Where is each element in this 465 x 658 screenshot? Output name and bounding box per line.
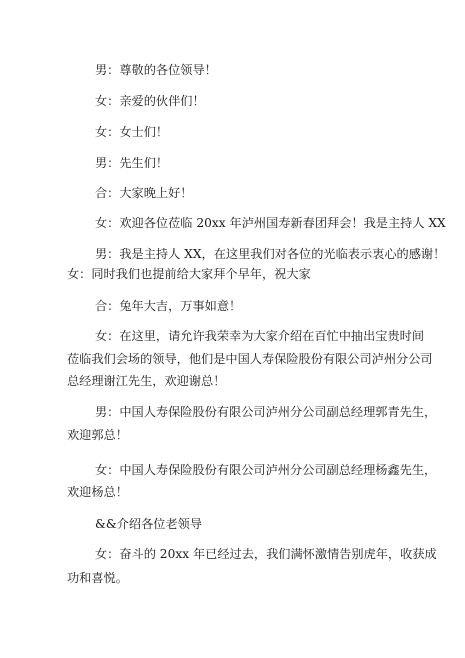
dialogue-line: 女：同时我们也提前给大家拜个早年，祝大家 (67, 267, 311, 281)
dialogue-line: 女：在这里，请允许我荣幸为大家介绍在百忙中抽出宝贵时间 (95, 329, 425, 343)
dialogue-line-continuation: 功和喜悦。 (67, 571, 128, 585)
section-heading: &&介绍各位老领导 (95, 517, 203, 531)
dialogue-line: 男：中国人寿保险股份有限公司泸州分公司副总经理郭青先生， (95, 405, 437, 419)
dialogue-line: 男：先生们！ (95, 156, 169, 170)
dialogue-line: 女：中国人寿保险股份有限公司泸州分公司副总经理杨鑫先生， (95, 463, 437, 477)
dialogue-line-continuation: 欢迎杨总！ (67, 485, 128, 499)
dialogue-line: 女：欢迎各位莅临 20xx 年泸州国寿新春团拜会！我是主持人 XX (95, 216, 446, 230)
dialogue-line: 合：兔年大吉，万事如意！ (95, 299, 242, 313)
dialogue-line-continuation: 莅临我们会场的领导，他们是中国人寿保险股份有限公司泸州分公司 (67, 352, 433, 366)
dialogue-line: 合：大家晚上好！ (95, 186, 193, 200)
dialogue-line: 女：奋斗的 20xx 年已经过去，我们满怀激情告别虎年，收获成 (95, 547, 437, 561)
dialogue-line: 男：尊敬的各位领导！ (95, 63, 217, 77)
dialogue-line-continuation: 总经理谢江先生，欢迎谢总！ (67, 374, 226, 388)
dialogue-line-continuation: 欢迎郭总！ (67, 428, 128, 442)
dialogue-line: 男：我是主持人 XX，在这里我们对各位的光临表示衷心的感谢！ (95, 247, 446, 261)
dialogue-line: 女：女士们！ (95, 125, 169, 139)
dialogue-line: 女：亲爱的伙伴们！ (95, 94, 205, 108)
